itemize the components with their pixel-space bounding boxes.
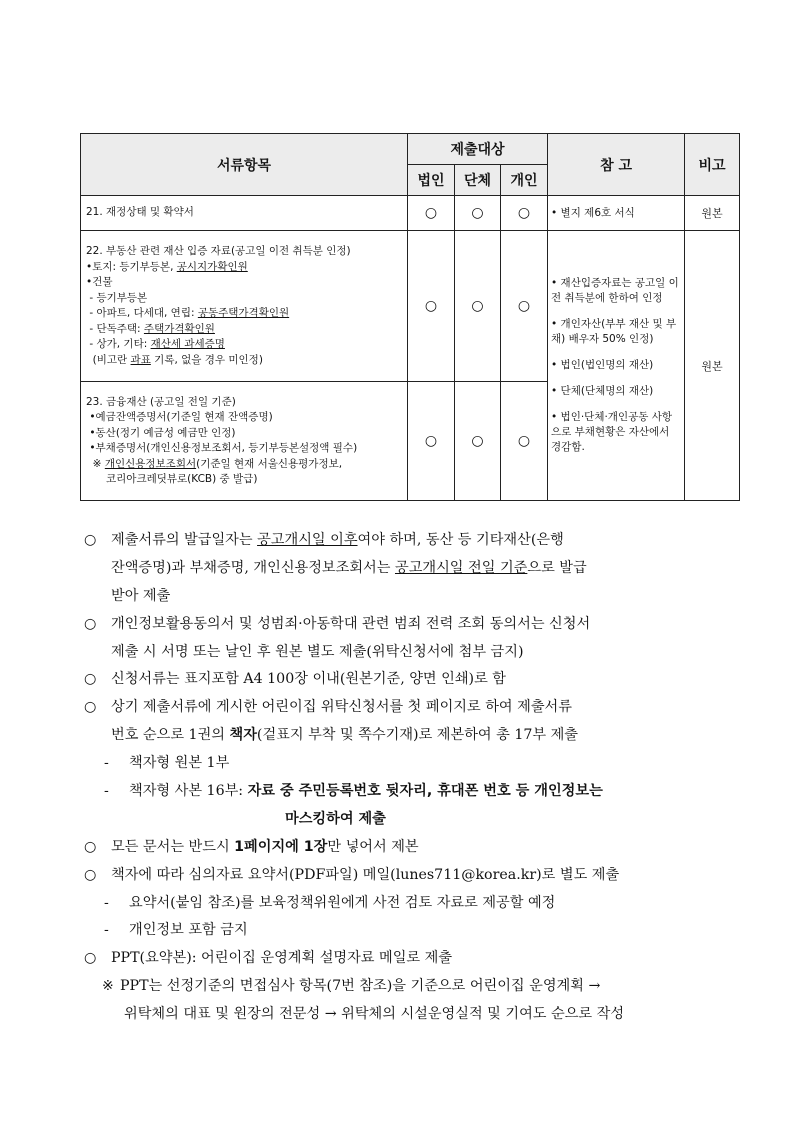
note-debt: • 법인·단체·개인공동 사항으로 부채현황은 자산에서 경감함. <box>551 411 673 453</box>
row22-line-registry: - 등기부등본 <box>86 291 148 304</box>
header-item: 서류항목 <box>81 134 408 196</box>
row23-line-movable: •동산(정기 예금성 예금만 인정) <box>86 426 236 439</box>
row21-individual-mark: ○ <box>501 196 548 231</box>
note-corporate-assets: • 법인(법인명의 재산) <box>551 359 654 371</box>
row22-line-commercial: - 상가, 기타: 재산세 과세증명 <box>86 338 225 350</box>
row23-group-mark: ○ <box>455 382 501 501</box>
row23-line-credit: ※ 개인신용정보조회서(기준일 현재 서울신용평가정보, <box>86 457 343 470</box>
row23-line-deposit: •예금잔액증명서(기준일 현재 잔액증명) <box>86 411 273 423</box>
list-item: ※ PPT는 선정기준의 면접심사 항목(7번 참조)을 기준으로 어린이집 운영계획 → <box>84 973 734 1001</box>
header-note: 참 고 <box>548 134 685 196</box>
row22-individual-mark: ○ <box>501 231 548 382</box>
row21-corp-mark: ○ <box>408 196 455 231</box>
row21-item: 21. 재정상태 및 확약서 <box>81 196 408 231</box>
row21-note: • 별지 제6호 서식 <box>548 196 685 231</box>
row22-item <box>81 231 408 382</box>
shared-note <box>548 231 685 501</box>
circle-bullet-icon: ○ <box>84 532 97 548</box>
shared-remark: 원본 <box>685 231 740 501</box>
list-item: - 책자형 사본 16부: 자료 중 주민등록번호 뒷자리, 휴대폰 번호 등 개인정보는 <box>84 778 734 806</box>
row22-line-house: - 단독주택: 주택가격확인원 <box>86 322 215 335</box>
circle-bullet-icon: ○ <box>84 838 97 855</box>
row22-line-building: •건물 <box>86 276 113 288</box>
header-individual: 개인 <box>501 165 548 196</box>
dash-bullet-icon: - <box>104 894 109 911</box>
header-submit-target: 제출대상 <box>408 134 548 165</box>
row23-individual-mark: ○ <box>501 382 548 501</box>
dash-bullet-icon: - <box>104 755 109 772</box>
row23-corp-mark: ○ <box>408 382 455 501</box>
row22-group-mark: ○ <box>455 231 501 382</box>
note-property-proof: • 재산입증자료는 공고일 이전 취득분에 한하여 인정 <box>551 277 679 304</box>
submission-notes <box>84 527 734 1029</box>
list-item: 마스킹하여 제출 <box>285 810 386 827</box>
row21-group-mark: ○ <box>455 196 501 231</box>
circle-bullet-icon: ○ <box>84 866 97 883</box>
list-item: ○ 제출서류의 발급일자는 공고개시일 이후여야 하며, 동산 등 기타재산(은행 <box>84 527 734 555</box>
dash-bullet-icon: - <box>104 922 109 939</box>
document-requirements-table <box>80 133 740 501</box>
circle-bullet-icon: ○ <box>84 671 97 688</box>
reference-mark-icon: ※ <box>102 978 114 995</box>
list-item: ○ 상기 제출서류에 게시한 어린이집 위탁신청서를 첫 페이지로 하여 제출서류 <box>84 694 734 722</box>
row22-line-land: •토지: 등기부등본, 공시지가확인원 <box>86 260 248 273</box>
row22-corp-mark: ○ <box>408 231 455 382</box>
header-group: 단체 <box>455 165 501 196</box>
circle-bullet-icon: ○ <box>84 615 97 632</box>
header-remark: 비고 <box>685 134 740 196</box>
list-item: ○ 모든 문서는 반드시 1페이지에 1장만 넣어서 제본 <box>84 834 734 862</box>
list-item: ○ 개인정보활용동의서 및 성범죄·아동학대 관련 범죄 전력 조회 동의서는 신청서 <box>84 611 734 639</box>
row23-item <box>81 382 408 501</box>
list-item: 받아 제출 <box>111 587 171 604</box>
list-item: ○ 책자에 따라 심의자료 요약서(PDF파일) 메일(lunes711@korea.kr)로 별도 제출 <box>84 862 734 890</box>
table-row <box>81 196 740 231</box>
list-item: 잔액증명)과 부채증명, 개인신용정보조회서는 공고개시일 전일 기준으로 발급 <box>111 559 587 576</box>
list-item: 위탁체의 대표 및 원장의 전문성 → 위탁체의 시설운영실적 및 기여도 순으로 작성 <box>124 1006 625 1023</box>
header-corp: 법인 <box>408 165 455 196</box>
table-row <box>81 231 740 382</box>
circle-bullet-icon: ○ <box>84 950 97 967</box>
list-item: 번호 순으로 1권의 책자(겉표지 부착 및 쪽수기재)로 제본하여 총 17부 제출 <box>111 727 579 744</box>
dash-bullet-icon: - <box>104 783 109 800</box>
note-personal-assets: • 개인자산(부부 재산 및 부채) 배우자 50% 인정) <box>551 318 677 345</box>
list-item: 제출 시 서명 또는 날인 후 원본 별도 제출(위탁신청서에 첨부 금지) <box>111 643 524 660</box>
row22-line-remark: (비고란 과표 기록, 없을 경우 미인정) <box>86 353 263 366</box>
row22-title: 22. 부동산 관련 재산 입증 자료(공고일 이전 취득분 인정) <box>86 245 351 257</box>
row23-line-debt: •부채증명서(개인신용정보조회서, 등기부등본설정액 필수) <box>86 442 358 454</box>
row22-line-apartment: - 아파트, 다세대, 연립: 공동주택가격확인원 <box>86 307 290 319</box>
list-item: - 요약서(붙임 참조)를 보육정책위원에게 사전 검토 자료로 제공할 예정 <box>84 890 734 918</box>
row23-line-kcb: 코리아크레딧뷰로(KCB) 중 발급) <box>86 473 258 485</box>
list-item: ○ PPT(요약본): 어린이집 운영계획 설명자료 메일로 제출 <box>84 945 734 973</box>
row23-title: 23. 금융재산 (공고일 전일 기준) <box>86 395 236 408</box>
list-item: - 책자형 원본 1부 <box>84 750 734 778</box>
note-group-assets: • 단체(단체명의 재산) <box>551 385 654 397</box>
list-item: - 개인정보 포함 금지 <box>84 917 734 945</box>
circle-bullet-icon: ○ <box>84 699 97 716</box>
row21-remark: 원본 <box>685 196 740 231</box>
list-item: ○ 신청서류는 표지포함 A4 100장 이내(원본기준, 양면 인쇄)로 함 <box>84 666 734 694</box>
